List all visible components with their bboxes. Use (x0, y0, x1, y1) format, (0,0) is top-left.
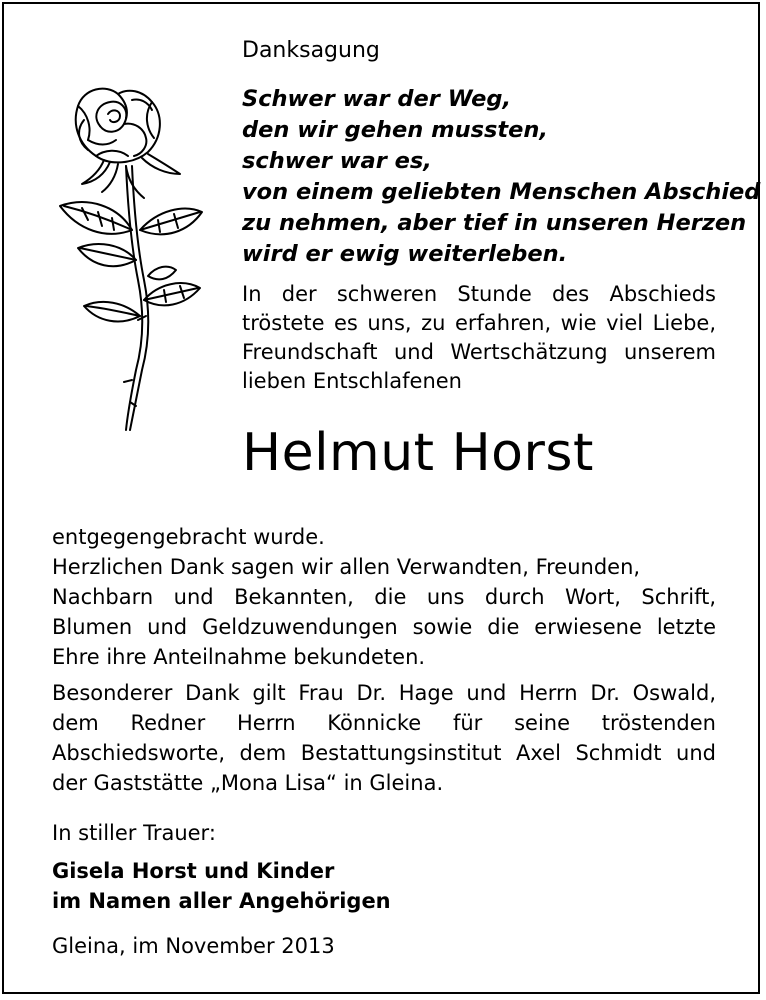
deceased-name: Helmut Horst (242, 423, 594, 483)
body-line: Blumen und Geldzuwendungen sowie die erwiesene letzte (52, 615, 716, 639)
body-line: entgegengebracht wurde. (52, 525, 325, 549)
body-line: Abschiedsworte, dem Bestattungsinstitut Axel Schmidt und (52, 741, 716, 765)
signers (52, 856, 391, 916)
body-text (52, 522, 716, 798)
intro-text (242, 280, 716, 396)
poem-line: zu nehmen, aber tief in unseren Herzen (242, 210, 747, 236)
body-line: Besonderer Dank gilt Frau Dr. Hage und Herrn Dr. Oswald, (52, 681, 716, 705)
place-date: Gleina, im November 2013 (52, 934, 335, 958)
body-line: der Gaststätte „Mona Lisa“ in Gleina. (52, 771, 444, 795)
intro-line: In der schweren Stunde des Abschieds (242, 282, 716, 306)
body-line: dem Redner Herrn Könnicke für seine tröstenden (52, 711, 716, 735)
rose-illustration (48, 80, 218, 440)
body-line: Ehre ihre Anteilnahme bekundeten. (52, 645, 426, 669)
poem-line: den wir gehen mussten, (242, 117, 548, 143)
body-paragraph-2 (52, 678, 716, 798)
intro-line: Freundschaft und Wertschätzung unserem (242, 340, 716, 364)
intro-line: tröstete es uns, zu erfahren, wie viel Liebe, (242, 311, 716, 335)
signer-line: im Namen aller Angehörigen (52, 889, 391, 913)
body-line: Nachbarn und Bekannten, die uns durch Wort, Schrift, (52, 585, 716, 609)
intro-line: lieben Entschlafenen (242, 369, 462, 393)
signer-line: Gisela Horst und Kinder (52, 859, 335, 883)
poem (242, 84, 760, 270)
mourning-label: In stiller Trauer: (52, 821, 216, 845)
poem-line: Schwer war der Weg, (242, 86, 512, 112)
poem-line: von einem geliebten Menschen Abschied (242, 179, 761, 205)
poem-line: wird er ewig weiterleben. (242, 241, 568, 267)
poem-line: schwer war es, (242, 148, 432, 174)
notice-heading: Danksagung (242, 38, 380, 63)
body-line: Herzlichen Dank sagen wir allen Verwandten, Freunden, (52, 555, 641, 579)
